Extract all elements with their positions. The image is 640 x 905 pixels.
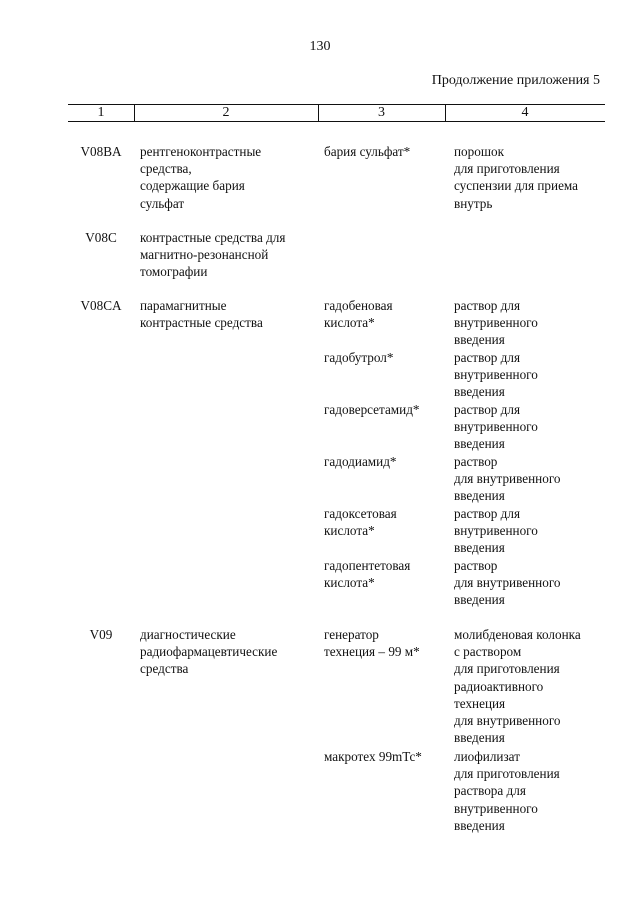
drug-name [324,453,452,470]
group-line: радиофармацевтические [140,644,278,660]
group-line: рентгеноконтрастные [140,144,262,159]
form-line: введения [454,730,505,746]
row-code: V08CA [80,298,122,313]
form-line: порошок [454,144,504,159]
drug-name [324,505,452,539]
form-line: внутривенного [454,367,538,383]
drug-name-line: генератор [324,627,379,642]
drug-name [324,297,452,331]
group-line: содержащие бария [140,178,245,194]
drug-name-line: кислота* [324,575,375,591]
row-group [140,143,320,212]
form-line: лиофилизат [454,749,520,764]
drug-form [454,626,614,746]
form-line: введения [454,540,505,556]
form-line: для внутривенного [454,471,561,487]
drug-form [454,143,614,212]
group-line: томографии [140,264,208,280]
drug-form [454,453,614,505]
group-line: магнитно-резонансной [140,247,269,263]
row-code: V08BA [80,144,122,159]
row-code: V09 [89,627,113,642]
drug-name [324,349,452,366]
form-line: раствор для [454,506,521,521]
form-line: введения [454,332,505,348]
drug-form [454,349,614,401]
form-line: радиоактивного [454,678,544,694]
header-bottom-rule [68,121,605,122]
form-line: раствора для [454,783,526,799]
row-group [140,626,320,678]
drug-name-line: гадобутрол* [324,350,394,365]
group-line: средства, [140,161,192,177]
form-line: введения [454,436,505,452]
drug-form [454,505,614,557]
column-number-3: 3 [378,105,385,120]
form-line: раствор [454,454,498,469]
form-line: с раствором [454,644,522,660]
drug-name-line: бария сульфат* [324,144,411,159]
form-line: молибденовая колонка [454,627,581,642]
form-line: внутривенного [454,523,538,539]
drug-name [324,557,452,591]
form-line: раствор для [454,402,521,417]
form-line: для приготовления [454,661,560,677]
drug-name-line: гадоверсетамид* [324,402,420,417]
group-line: средства [140,661,189,677]
drug-name-line: гадопентетовая [324,558,411,573]
column-number-4: 4 [521,105,529,120]
form-line: введения [454,488,505,504]
drug-name [324,401,452,418]
drug-form [454,401,614,453]
continuation-heading: Продолжение приложения 5 [431,73,600,88]
drug-name-line: гадоксетовая [324,506,397,521]
form-line: для внутривенного [454,713,561,729]
form-line: суспензии для приема [454,178,579,194]
form-line: раствор для [454,350,521,365]
form-line: для приготовления [454,161,560,177]
form-line: внутрь [454,195,493,211]
column-number-2: 2 [222,105,230,120]
drug-name-line: технеция – 99 м* [324,644,420,660]
drug-form [454,297,614,349]
group-line: диагностические [140,627,236,642]
form-line: введения [454,384,505,400]
row-group [140,297,320,331]
drug-name-line: кислота* [324,523,375,539]
form-line: раствор для [454,298,521,313]
drug-name-line: гадобеновая [324,298,393,313]
row-group [140,229,320,281]
drug-form [454,557,614,609]
form-line: внутривенного [454,315,538,331]
row-code: V08C [85,230,117,245]
drug-form [454,748,614,834]
drug-name [324,748,452,765]
group-line: контрастные средства для [140,230,286,245]
group-line: сульфат [140,195,185,211]
form-line: для внутривенного [454,575,561,591]
drug-name [324,143,452,160]
drug-name [324,626,452,660]
form-line: технеция [454,695,506,711]
drug-name-line: макротех 99mTc* [324,749,422,764]
form-line: введения [454,592,505,608]
form-line: внутривенного [454,419,538,435]
form-line: внутривенного [454,800,538,816]
column-number-1: 1 [97,105,105,120]
page-number: 130 [309,39,331,54]
drug-name-line: гадодиамид* [324,454,397,469]
form-line: для приготовления [454,766,560,782]
group-line: контрастные средства [140,315,263,331]
form-line: введения [454,817,505,833]
form-line: раствор [454,558,498,573]
drug-name-line: кислота* [324,315,375,331]
group-line: парамагнитные [140,298,227,313]
